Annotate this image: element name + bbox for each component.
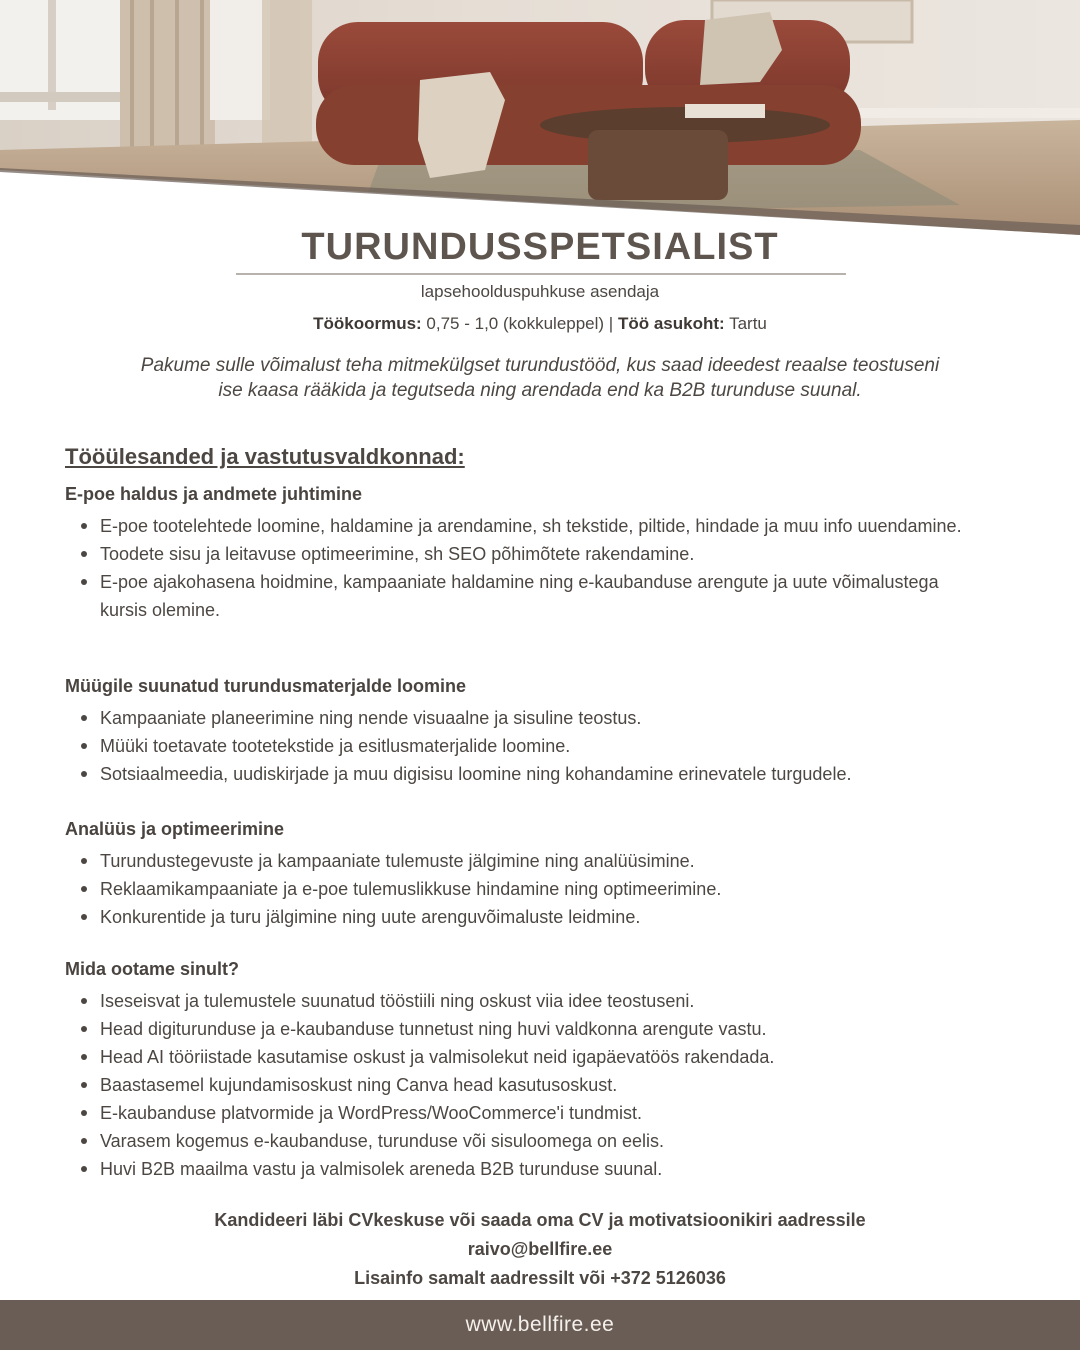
list-item: Varasem kogemus e-kaubanduse, turunduse või sisuloomega on eelis. — [100, 1127, 965, 1155]
footer-bar — [0, 1300, 1080, 1350]
list-item: Sotsiaalmeedia, uudiskirjade ja muu digisisu loomine ning kohandamine erinevatele turgudele. — [100, 760, 965, 788]
list-item: E-poe ajakohasena hoidmine, kampaaniate haldamine ning e-kaubanduse arengute ja uute võimalustega kursis olemine. — [100, 568, 965, 624]
bullet-list — [65, 704, 965, 788]
section-expectations — [65, 957, 965, 1183]
section-heading: Mida ootame sinult? — [65, 959, 240, 979]
website-link[interactable]: www.bellfire.ee — [465, 1313, 615, 1336]
list-item: Turundustegevuste ja kampaaniate tulemuste jälgimine ning analüüsimine. — [100, 847, 965, 875]
job-title: TURUNDUSSPETSIALIST — [301, 226, 779, 268]
location-label: Töö asukoht: — [617, 314, 725, 333]
job-subtitle: lapsehoolduspuhkuse asendaja — [420, 282, 660, 301]
list-item: E-poe tootelehtede loomine, haldamine ja arendamine, sh tekstide, piltide, hindade ja muu info uuendamine. — [100, 512, 965, 540]
apply-text: Kandideeri läbi CVkeskuse või saada oma CV ja motivatsioonikiri aadressile — [214, 1210, 866, 1230]
section-marketing-materials — [65, 674, 965, 788]
responsibilities-heading: Tööülesanded ja vastutusvaldkonnad: — [65, 444, 465, 469]
more-info-text: Lisainfo samalt aadressilt või +372 5126036 — [354, 1268, 726, 1288]
list-item: Iseseisvat ja tulemustele suunatud tööstiili ning oskust viia idee teostuseni. — [100, 987, 965, 1015]
list-item: Huvi B2B maailma vastu ja valmisolek areneda B2B turunduse suunal. — [100, 1155, 965, 1183]
hero-image — [0, 0, 1080, 240]
bullet-list — [65, 987, 965, 1183]
bullet-list — [65, 512, 965, 624]
living-room-illustration — [0, 0, 1080, 240]
list-item: Kampaaniate planeerimine ning nende visuaalne ja sisuline teostus. — [100, 704, 965, 732]
list-item: Reklaamikampaaniate ja e-poe tulemuslikkuse hindamine ning optimeerimine. — [100, 875, 965, 903]
workload-label: Töökoormus: — [313, 314, 422, 333]
workload-value: 0,75 - 1,0 (kokkuleppel) | — [421, 314, 618, 333]
contact-email-link[interactable]: raivo@bellfire.ee — [467, 1239, 613, 1259]
list-item: E-kaubanduse platvormide ja WordPress/WooCommerce'i tundmist. — [100, 1099, 965, 1127]
list-item: Konkurentide ja turu jälgimine ning uute arenguvõimaluste leidmine. — [100, 903, 965, 931]
section-eshop — [65, 482, 965, 624]
section-analysis — [65, 817, 965, 931]
list-item: Baastasemel kujundamisoskust ning Canva head kasutusoskust. — [100, 1071, 965, 1099]
section-heading: E-poe haldus ja andmete juhtimine — [65, 484, 363, 504]
contact-block — [0, 1206, 1080, 1293]
job-meta — [0, 314, 1080, 334]
bullet-list — [65, 847, 965, 931]
intro-text: Pakume sulle võimalust teha mitmekülgset turundustööd, kus saad ideedest reaalse teostuseni ise kaasa rääkida ja tegutseda ning arendada end ka B2B turunduse suunal. — [140, 355, 940, 401]
list-item: Head AI tööriistade kasutamise oskust ja valmisolekut neid igapäevatöös rakendada. — [100, 1043, 965, 1071]
section-heading: Analüüs ja optimeerimine — [65, 819, 285, 839]
list-item: Müüki toetavate tootetekstide ja esitlusmaterjalide loomine. — [100, 732, 965, 760]
location-value: Tartu — [724, 314, 767, 333]
section-heading: Müügile suunatud turundusmaterjalde loomine — [65, 676, 467, 696]
title-divider — [236, 273, 846, 275]
list-item: Toodete sisu ja leitavuse optimeerimine, sh SEO põhimõtete rakendamine. — [100, 540, 965, 568]
list-item: Head digiturunduse ja e-kaubanduse tunnetust ning huvi valdkonna arengute vastu. — [100, 1015, 965, 1043]
